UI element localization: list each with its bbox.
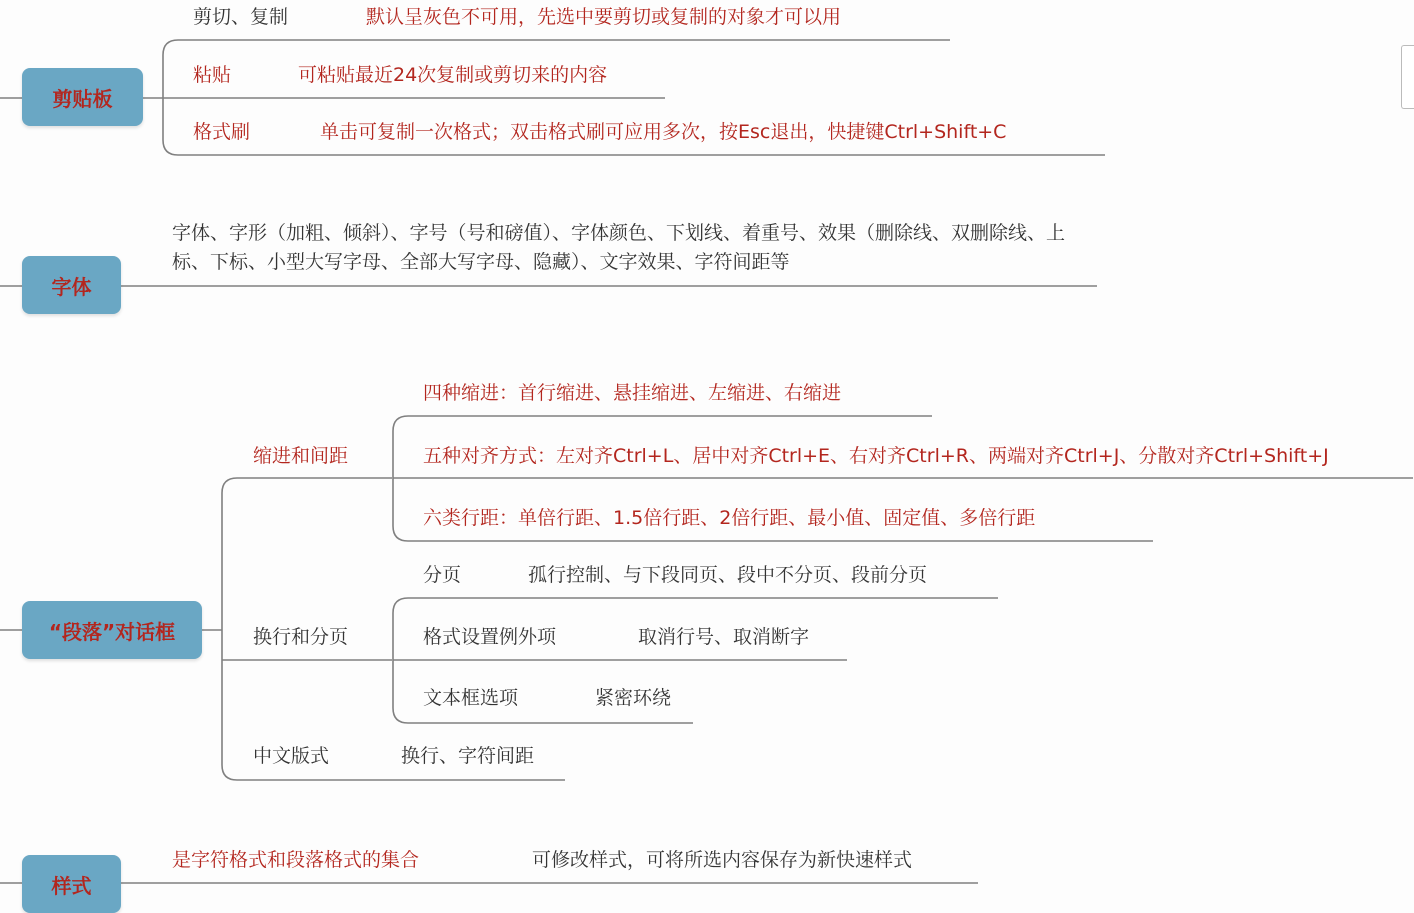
align-types: 五种对齐方式：左对齐Ctrl+L、居中对齐Ctrl+E、右对齐Ctrl+R、两端对齐Ctrl+J、分散对齐Ctrl+Shift+J <box>423 445 1329 467</box>
font-desc: 字体、字形（加粗、倾斜）、字号（号和磅值）、字体颜色、下划线、着重号、效果（删除线、双删除线、上标、下标、小型大写字母、全部大写字母、隐藏）、文字效果、字符间距等 <box>172 222 1066 273</box>
indent-spacing-label: 缩进和间距 <box>253 445 349 467</box>
clipboard-node[interactable]: 剪贴板 <box>22 68 143 126</box>
pagination-label: 分页 <box>423 564 462 586</box>
style-node[interactable]: 样式 <box>22 855 121 913</box>
paragraph-dialog-node[interactable]: “段落”对话框 <box>22 601 202 659</box>
font-node[interactable]: 字体 <box>22 256 121 314</box>
exceptions-label: 格式设置例外项 <box>423 626 557 648</box>
style-note: 可修改样式，可将所选内容保存为新快速样式 <box>532 849 913 871</box>
format-painter-desc: 单击可复制一次格式；双击格式刷可应用多次，按Esc退出，快捷键Ctrl+Shift+C <box>320 121 1007 143</box>
textbox-label: 文本框选项 <box>423 687 519 709</box>
exceptions-desc: 取消行号、取消断字 <box>638 626 810 648</box>
paste-label: 粘贴 <box>193 64 232 86</box>
chinese-layout-label: 中文版式 <box>253 745 330 767</box>
cut-copy-label: 剪切、复制 <box>193 6 289 28</box>
line-page-label: 换行和分页 <box>253 626 349 648</box>
format-painter-label: 格式刷 <box>193 121 251 143</box>
indent-types: 四种缩进：首行缩进、悬挂缩进、左缩进、右缩进 <box>423 382 842 404</box>
cut-copy-desc: 默认呈灰色不可用，先选中要剪切或复制的对象才可以用 <box>366 6 842 28</box>
line-spacing-types: 六类行距：单倍行距、1.5倍行距、2倍行距、最小值、固定值、多倍行距 <box>423 507 1036 529</box>
style-desc: 是字符格式和段落格式的集合 <box>172 849 420 871</box>
side-panel-handle[interactable] <box>1401 45 1414 109</box>
pagination-desc: 孤行控制、与下段同页、段中不分页、段前分页 <box>528 564 928 586</box>
textbox-desc: 紧密环绕 <box>595 687 672 709</box>
paste-desc: 可粘贴最近24次复制或剪切来的内容 <box>298 64 608 86</box>
chinese-layout-desc: 换行、字符间距 <box>401 745 535 767</box>
